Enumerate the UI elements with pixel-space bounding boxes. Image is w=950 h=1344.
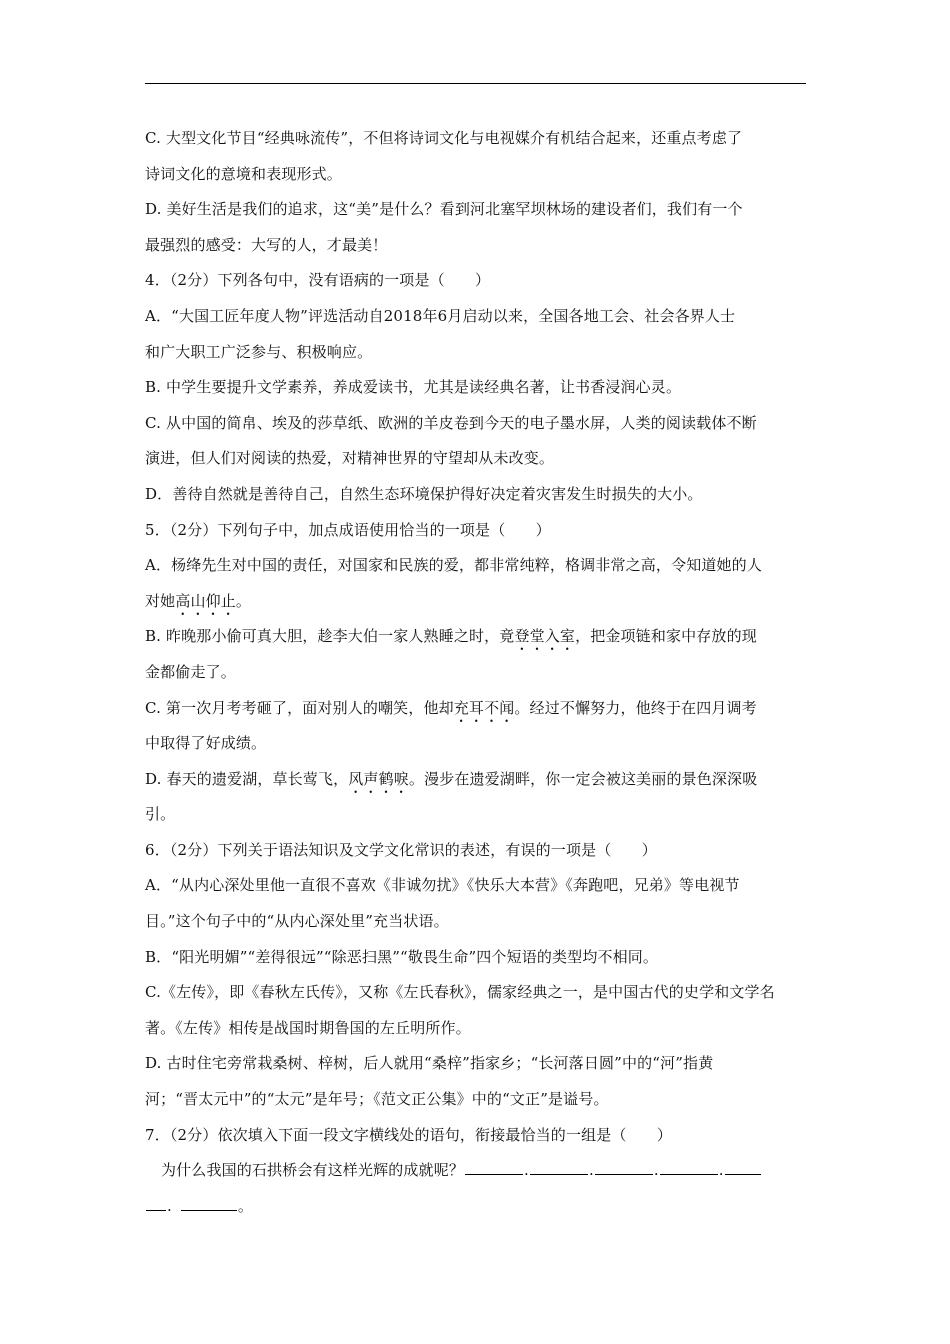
fill-blank[interactable]	[595, 1159, 653, 1175]
question-5-stem: 5．（2分）下列句子中，加点成语使用恰当的一项是（ ）	[145, 520, 551, 539]
separator: .	[167, 1196, 172, 1215]
text-line: B. 中学生要提升文学素养，养成爱读书，尤其是读经典名著，让书香浸润心灵。	[145, 378, 682, 397]
text-line: C.《左传》，即《春秋左氏传》，又称《左氏春秋》，儒家经典之一，是中国古代的史学和文学名	[145, 983, 775, 1002]
fill-blank[interactable]	[530, 1159, 588, 1175]
header-rule	[145, 83, 806, 84]
text-segment: B. 昨晚那小偷可真大胆，趁李大伯一家人熟睡之时，竟	[145, 627, 515, 646]
text-line: 目。”这个句子中的“从内心深处里”充当状语。	[145, 912, 449, 931]
dotted-idiom: 充耳不闻	[453, 698, 515, 717]
text-segment: D. 春天的遗爱湖，草长莺飞，	[145, 769, 349, 788]
fill-blank[interactable]	[181, 1195, 237, 1211]
question-7-passage-cont	[145, 1189, 806, 1225]
text-segment: 。	[235, 591, 252, 610]
text-line	[145, 691, 806, 727]
text-line: 著。《左传》相传是战国时期鲁国的左丘明所作。	[145, 1018, 471, 1037]
text-line	[145, 584, 806, 620]
text-segment: 对她	[145, 591, 176, 610]
text-line: A．杨绛先生对中国的责任，对国家和民族的爱，都非常纯粹，格调非常之高，令知道她的人	[145, 556, 762, 575]
dotted-idiom: 登堂入室	[514, 627, 576, 646]
fill-blank[interactable]	[660, 1159, 718, 1175]
separator: .	[718, 1161, 724, 1180]
text-line	[145, 619, 806, 655]
text-line: 河；“晋太元中”的“太元”是年号；《范文正公集》中的“文正”是谥号。	[145, 1090, 609, 1109]
question-7-passage	[145, 1153, 806, 1189]
text-segment: ，把金项链和家中存放的现	[575, 627, 757, 646]
text-segment: C. 第一次月考考砸了，面对别人的嘲笑，他却	[145, 698, 454, 717]
passage-text: 为什么我国的石拱桥会有这样光辉的成就呢？	[161, 1161, 465, 1180]
text-line: A．“大国工匠年度人物”评选活动自2018年6月启动以来，全国各地工会、社会各界人士	[145, 306, 736, 325]
separator: .	[588, 1161, 594, 1180]
text-line: 引。	[145, 805, 176, 824]
document-body	[145, 121, 806, 1224]
question-6-stem: 6．（2分）下列关于语法知识及文学文化常识的表述，有误的一项是（ ）	[145, 840, 657, 859]
fill-blank[interactable]	[146, 1195, 166, 1211]
text-line: 最强烈的感受：大写的人，才最美！	[145, 235, 388, 254]
fill-blank[interactable]	[465, 1159, 523, 1175]
text-line	[145, 762, 806, 798]
text-line: D. 古时住宅旁常栽桑树、梓树，后人就用“桑梓”指家乡；“长河落日圆”中的“河”指黄	[145, 1054, 714, 1073]
text-line: 中取得了好成绩。	[145, 734, 267, 753]
fill-blank[interactable]	[725, 1159, 761, 1175]
question-4-stem: 4．（2分）下列各句中，没有语病的一项是（ ）	[145, 271, 491, 290]
text-line: 和广大职工广泛参与、积极响应。	[145, 342, 373, 361]
text-line: D. 美好生活是我们的追求，这“美”是什么？看到河北塞罕坝林场的建设者们，我们有一个	[145, 200, 743, 219]
text-line: 诗词文化的意境和表现形式。	[145, 164, 342, 183]
text-line: D．善待自然就是善待自己，自然生态环境保护得好决定着灾害发生时损失的大小。	[145, 484, 703, 503]
text-line: C. 从中国的简帛、埃及的莎草纸、欧洲的羊皮卷到今天的电子墨水屏，人类的阅读载体不断	[145, 413, 757, 432]
separator: .	[653, 1161, 659, 1180]
text-line: C. 大型文化节目“经典咏流传”，不但将诗词文化与电视媒介有机结合起来，还重点考虑了	[145, 129, 743, 147]
separator: .	[524, 1161, 529, 1180]
text-line: A．“从内心深处里他一直很不喜欢《非诚勿扰》《快乐大本营》《奔跑吧，兄弟》等电视节	[145, 876, 740, 895]
text-line: B．“阳光明媚”“差得很远”“除恶扫黑”“敬畏生命”四个短语的类型均不相同。	[145, 947, 659, 966]
text-line: 金都偷走了。	[145, 662, 236, 681]
text-line: 演进，但人们对阅读的热爱，对精神世界的守望却从未改变。	[145, 449, 555, 468]
passage-end: 。	[237, 1196, 254, 1215]
dotted-idiom: 高山仰止	[175, 591, 236, 610]
text-segment: 。漫步在遗爱湖畔，你一定会被这美丽的景色深深吸	[408, 769, 758, 788]
text-segment: 。经过不懈努力，他终于在四月调考	[514, 698, 757, 717]
dotted-idiom: 风声鹤唳	[348, 769, 409, 788]
question-7-stem: 7．（2分）依次填入下面一段文字横线处的语句，衔接最恰当的一组是（ ）	[145, 1125, 672, 1144]
